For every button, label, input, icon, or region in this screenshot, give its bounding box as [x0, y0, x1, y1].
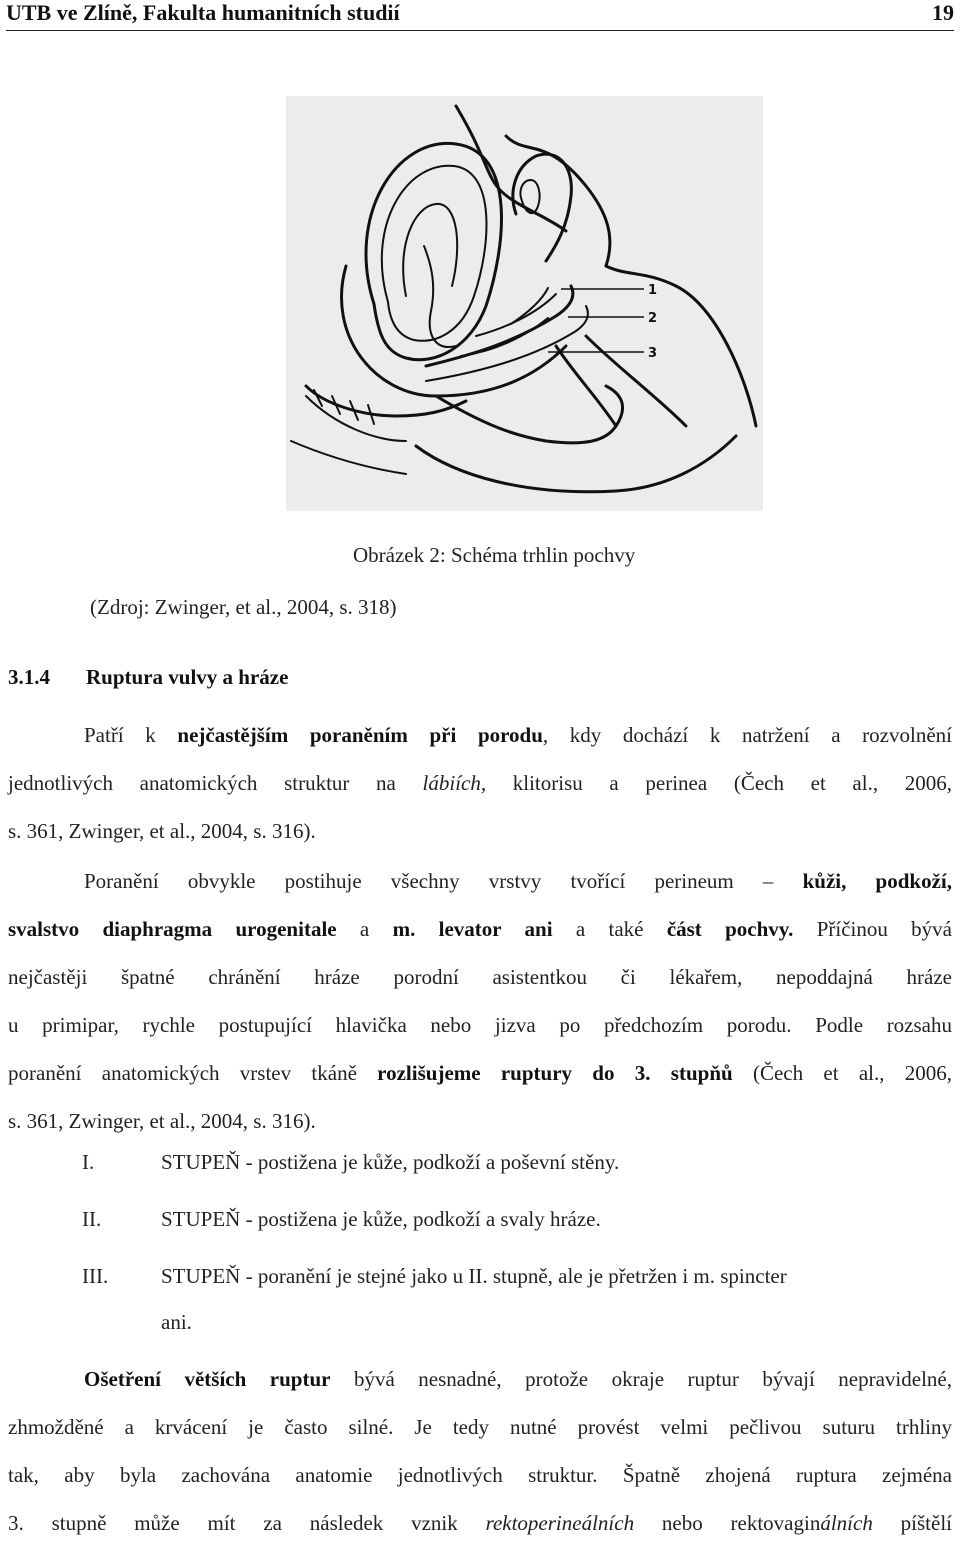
list-item-text: STUPEŇ - poranění je stejné jako u II. stupně, ale je přetržen i m. spincter: [161, 1264, 787, 1288]
list-item-text: STUPEŇ - postižena je kůže, podkoží a poševní stěny.: [161, 1150, 620, 1174]
list-item-number: II.: [82, 1207, 102, 1231]
paragraph-3-line: Ošetření větších ruptur bývá nesnadné, protože okraje ruptur bývají nepravidelné,: [84, 1367, 952, 1391]
figure-label-2: 2: [648, 311, 658, 326]
paragraph-2-line: Poranění obvykle postihuje všechny vrstvy tvořící perineum – kůži, podkoží,: [84, 869, 952, 893]
list-item-number: I.: [82, 1150, 95, 1174]
paragraph-3: [8, 1364, 952, 1556]
section-number: 3.1.4: [8, 665, 50, 689]
figure-caption: Obrázek 2: Schéma trhlin pochvy: [353, 543, 636, 567]
paragraph-1-line: s. 361, Zwinger, et al., 2004, s. 316).: [8, 819, 316, 843]
header-title: UTB ve Zlíně, Fakulta humanitních studií: [6, 0, 400, 25]
figure-source: (Zdroj: Zwinger, et al., 2004, s. 318): [90, 595, 397, 619]
paragraph-3-line: zhmožděné a krvácení je často silné. Je tedy nutné provést velmi pečlivou suturu trhliny: [8, 1415, 952, 1439]
list-item-continuation: ani.: [161, 1310, 192, 1334]
anatomy-figure: [286, 96, 763, 511]
paragraph-1-line: jednotlivých anatomických struktur na lábiích, klitorisu a perinea (Čech et al., 2006,: [8, 771, 952, 795]
paragraph-3-line: tak, aby byla zachována anatomie jednotlivých struktur. Špatně zhojená ruptura zejména: [8, 1463, 952, 1487]
section-heading: [8, 664, 288, 690]
list-item-number: III.: [82, 1264, 109, 1288]
paragraph-3-line: 3. stupně může mít za následek vznik rektoperineálních nebo rektovaginálních píštělí: [8, 1511, 952, 1535]
paragraph-2-line: nejčastěji špatné chránění hráze porodní asistentkou či lékařem, nepoddajná hráze: [8, 965, 952, 989]
paragraph-2-line: poranění anatomických vrstev tkáně rozlišujeme ruptury do 3. stupňů (Čech et al., 2006,: [8, 1061, 952, 1085]
list-item-text: STUPEŇ - postižena je kůže, podkoží a svaly hráze.: [161, 1207, 601, 1231]
paragraph-1-line: Patří k nejčastějším poraněním při porodu, kdy dochází k natržení a rozvolnění: [84, 723, 952, 747]
section-title: Ruptura vulvy a hráze: [86, 665, 289, 689]
figure-label-1: 1: [648, 283, 658, 298]
paragraph-2-line: svalstvo diaphragma urogenitale a m. levator ani a také část pochvy. Příčinou bývá: [8, 917, 953, 941]
paragraph-2: [8, 866, 952, 1154]
page-number: 19: [932, 0, 954, 25]
paragraph-1: [8, 720, 952, 864]
pelvic-schematic-drawing: [286, 96, 763, 511]
paragraph-2-line: u primipar, rychle postupující hlavička nebo jizva po předchozím porodu. Podle rozsahu: [8, 1013, 952, 1037]
figure-label-3: 3: [648, 346, 658, 361]
page-header: [6, 0, 954, 31]
paragraph-2-line: s. 361, Zwinger, et al., 2004, s. 316).: [8, 1109, 316, 1133]
